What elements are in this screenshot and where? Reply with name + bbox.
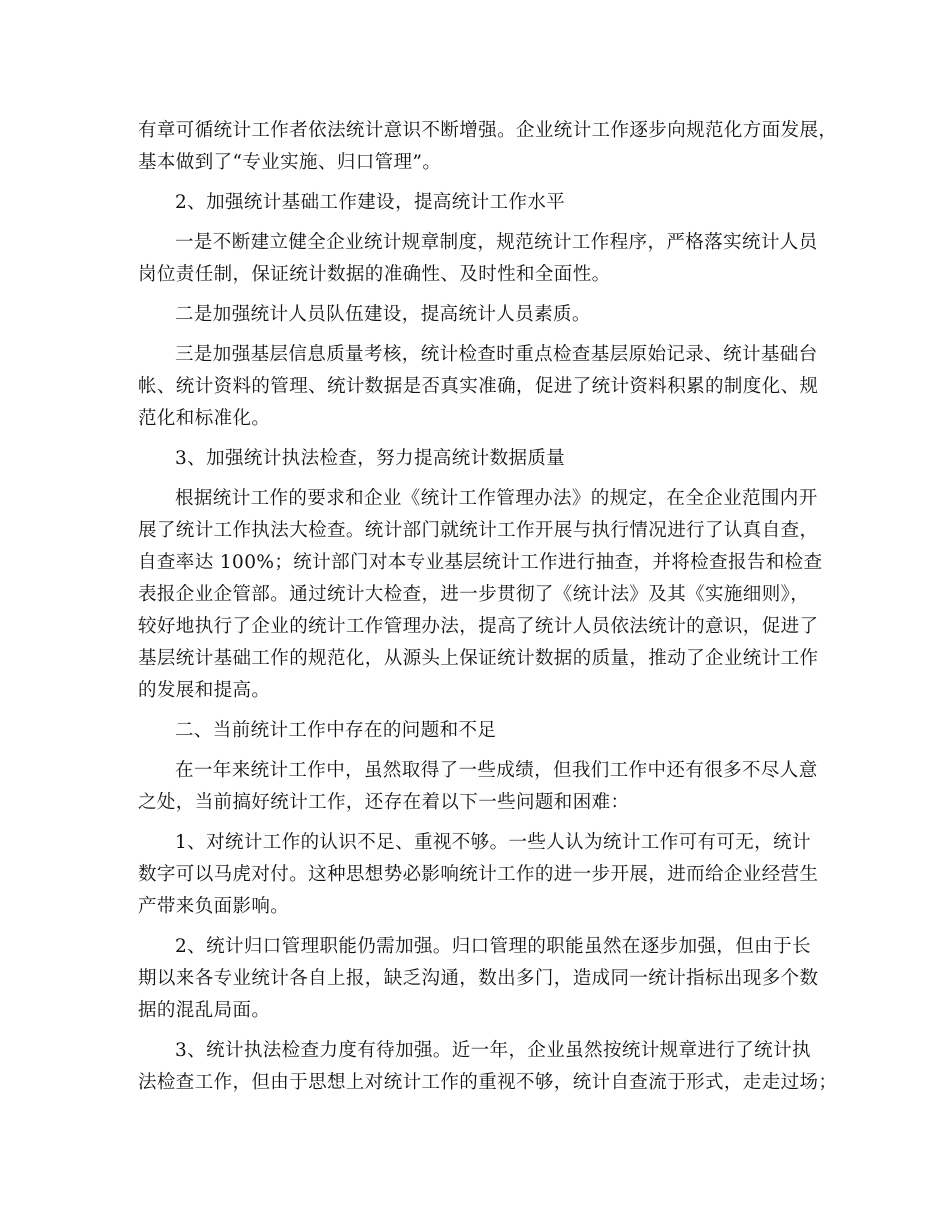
paragraph-spacer (138, 219, 838, 227)
text-line: 3、统计执法检查力度有待加强。近一年，企业虽然按统计规章进行了统计执 (175, 1040, 811, 1061)
text-line: 二、当前统计工作中存在的问题和不足 (175, 720, 497, 741)
paragraph (138, 339, 838, 435)
text-line: 一是不断建立健全企业统计规章制度，规范统计工作程序，严格落实统计人员 (175, 232, 818, 253)
paragraph-spacer (138, 475, 838, 483)
paragraph (138, 827, 838, 923)
text-line: 岗位责任制，保证统计数据的准确性、及时性和全面性。 (138, 264, 611, 285)
paragraph (138, 755, 838, 819)
text-line: 据的混乱局面。 (138, 1000, 271, 1021)
text-line: 基层统计基础工作的规范化，从源头上保证统计数据的质量，推动了企业统计工作 (138, 648, 819, 669)
paragraph-spacer (138, 331, 838, 339)
paragraph-spacer (138, 707, 838, 715)
paragraph (138, 931, 838, 1027)
text-line: 的发展和提高。 (138, 680, 271, 701)
paragraph-spacer (138, 291, 838, 299)
text-line: 2、统计归口管理职能仍需加强。归口管理的职能虽然在逐步加强，但由于长 (175, 936, 811, 957)
text-line: 期以来各专业统计各自上报，缺乏沟通，数出多门，造成同一统计指标出现多个数 (138, 968, 819, 989)
text-line: 自查率达 100%；统计部门对本专业基层统计工作进行抽查，并将检查报告和检查 (138, 552, 823, 573)
text-line: 二是加强统计人员队伍建设，提高统计人员素质。 (175, 304, 591, 325)
text-line: 之处，当前搞好统计工作，还存在着以下一些问题和困难： (138, 792, 630, 813)
text-line: 1、对统计工作的认识不足、重视不够。一些人认为统计工作可有可无，统计 (175, 832, 811, 853)
text-line: 法检查工作，但由于思想上对统计工作的重视不够，统计自查流于形式，走走过场； (138, 1072, 838, 1093)
text-line: 较好地执行了企业的统计工作管理办法，提高了统计人员依法统计的意识，促进了 (138, 616, 819, 637)
document-body (138, 115, 838, 1107)
paragraph-spacer (138, 1099, 838, 1107)
paragraph-spacer (138, 923, 838, 931)
text-line: 2、加强统计基础工作建设，提高统计工作水平 (175, 192, 566, 213)
paragraph-spacer (138, 819, 838, 827)
text-line: 三是加强基层信息质量考核，统计检查时重点检查基层原始记录、统计基础台 (175, 344, 818, 365)
text-line: 在一年来统计工作中，虽然取得了一些成绩，但我们工作中还有很多不尽人意 (175, 760, 818, 781)
text-line: 数字可以马虎对付。这种思想势必影响统计工作的进一步开展，进而给企业经营生 (138, 864, 819, 885)
text-line: 展了统计工作执法大检查。统计部门就统计工作开展与执行情况进行了认真自查， (138, 520, 819, 541)
text-line: 有章可循统计工作者依法统计意识不断增强。企业统计工作逐步向规范化方面发展， (138, 120, 838, 141)
paragraph (138, 483, 838, 707)
text-line: 产带来负面影响。 (138, 896, 290, 917)
text-line: 表报企业企管部。通过统计大检查，进一步贯彻了《统计法》及其《实施细则》， (138, 584, 810, 605)
paragraph (138, 443, 838, 475)
text-line: 基本做到了“专业实施、归口管理”。 (138, 152, 442, 173)
text-line: 帐、统计资料的管理、统计数据是否真实准确，促进了统计资料积累的制度化、规 (138, 376, 819, 397)
paragraph (138, 715, 838, 747)
paragraph (138, 187, 838, 219)
text-line: 3、加强统计执法检查，努力提高统计数据质量 (175, 448, 566, 469)
paragraph-spacer (138, 747, 838, 755)
text-line: 根据统计工作的要求和企业《统计工作管理办法》的规定，在全企业范围内开 (175, 488, 818, 509)
paragraph (138, 227, 838, 291)
text-line: 范化和标准化。 (138, 408, 271, 429)
paragraph (138, 115, 838, 179)
paragraph-spacer (138, 179, 838, 187)
paragraph-spacer (138, 435, 838, 443)
paragraph-spacer (138, 1027, 838, 1035)
paragraph (138, 1035, 838, 1099)
paragraph (138, 299, 838, 331)
